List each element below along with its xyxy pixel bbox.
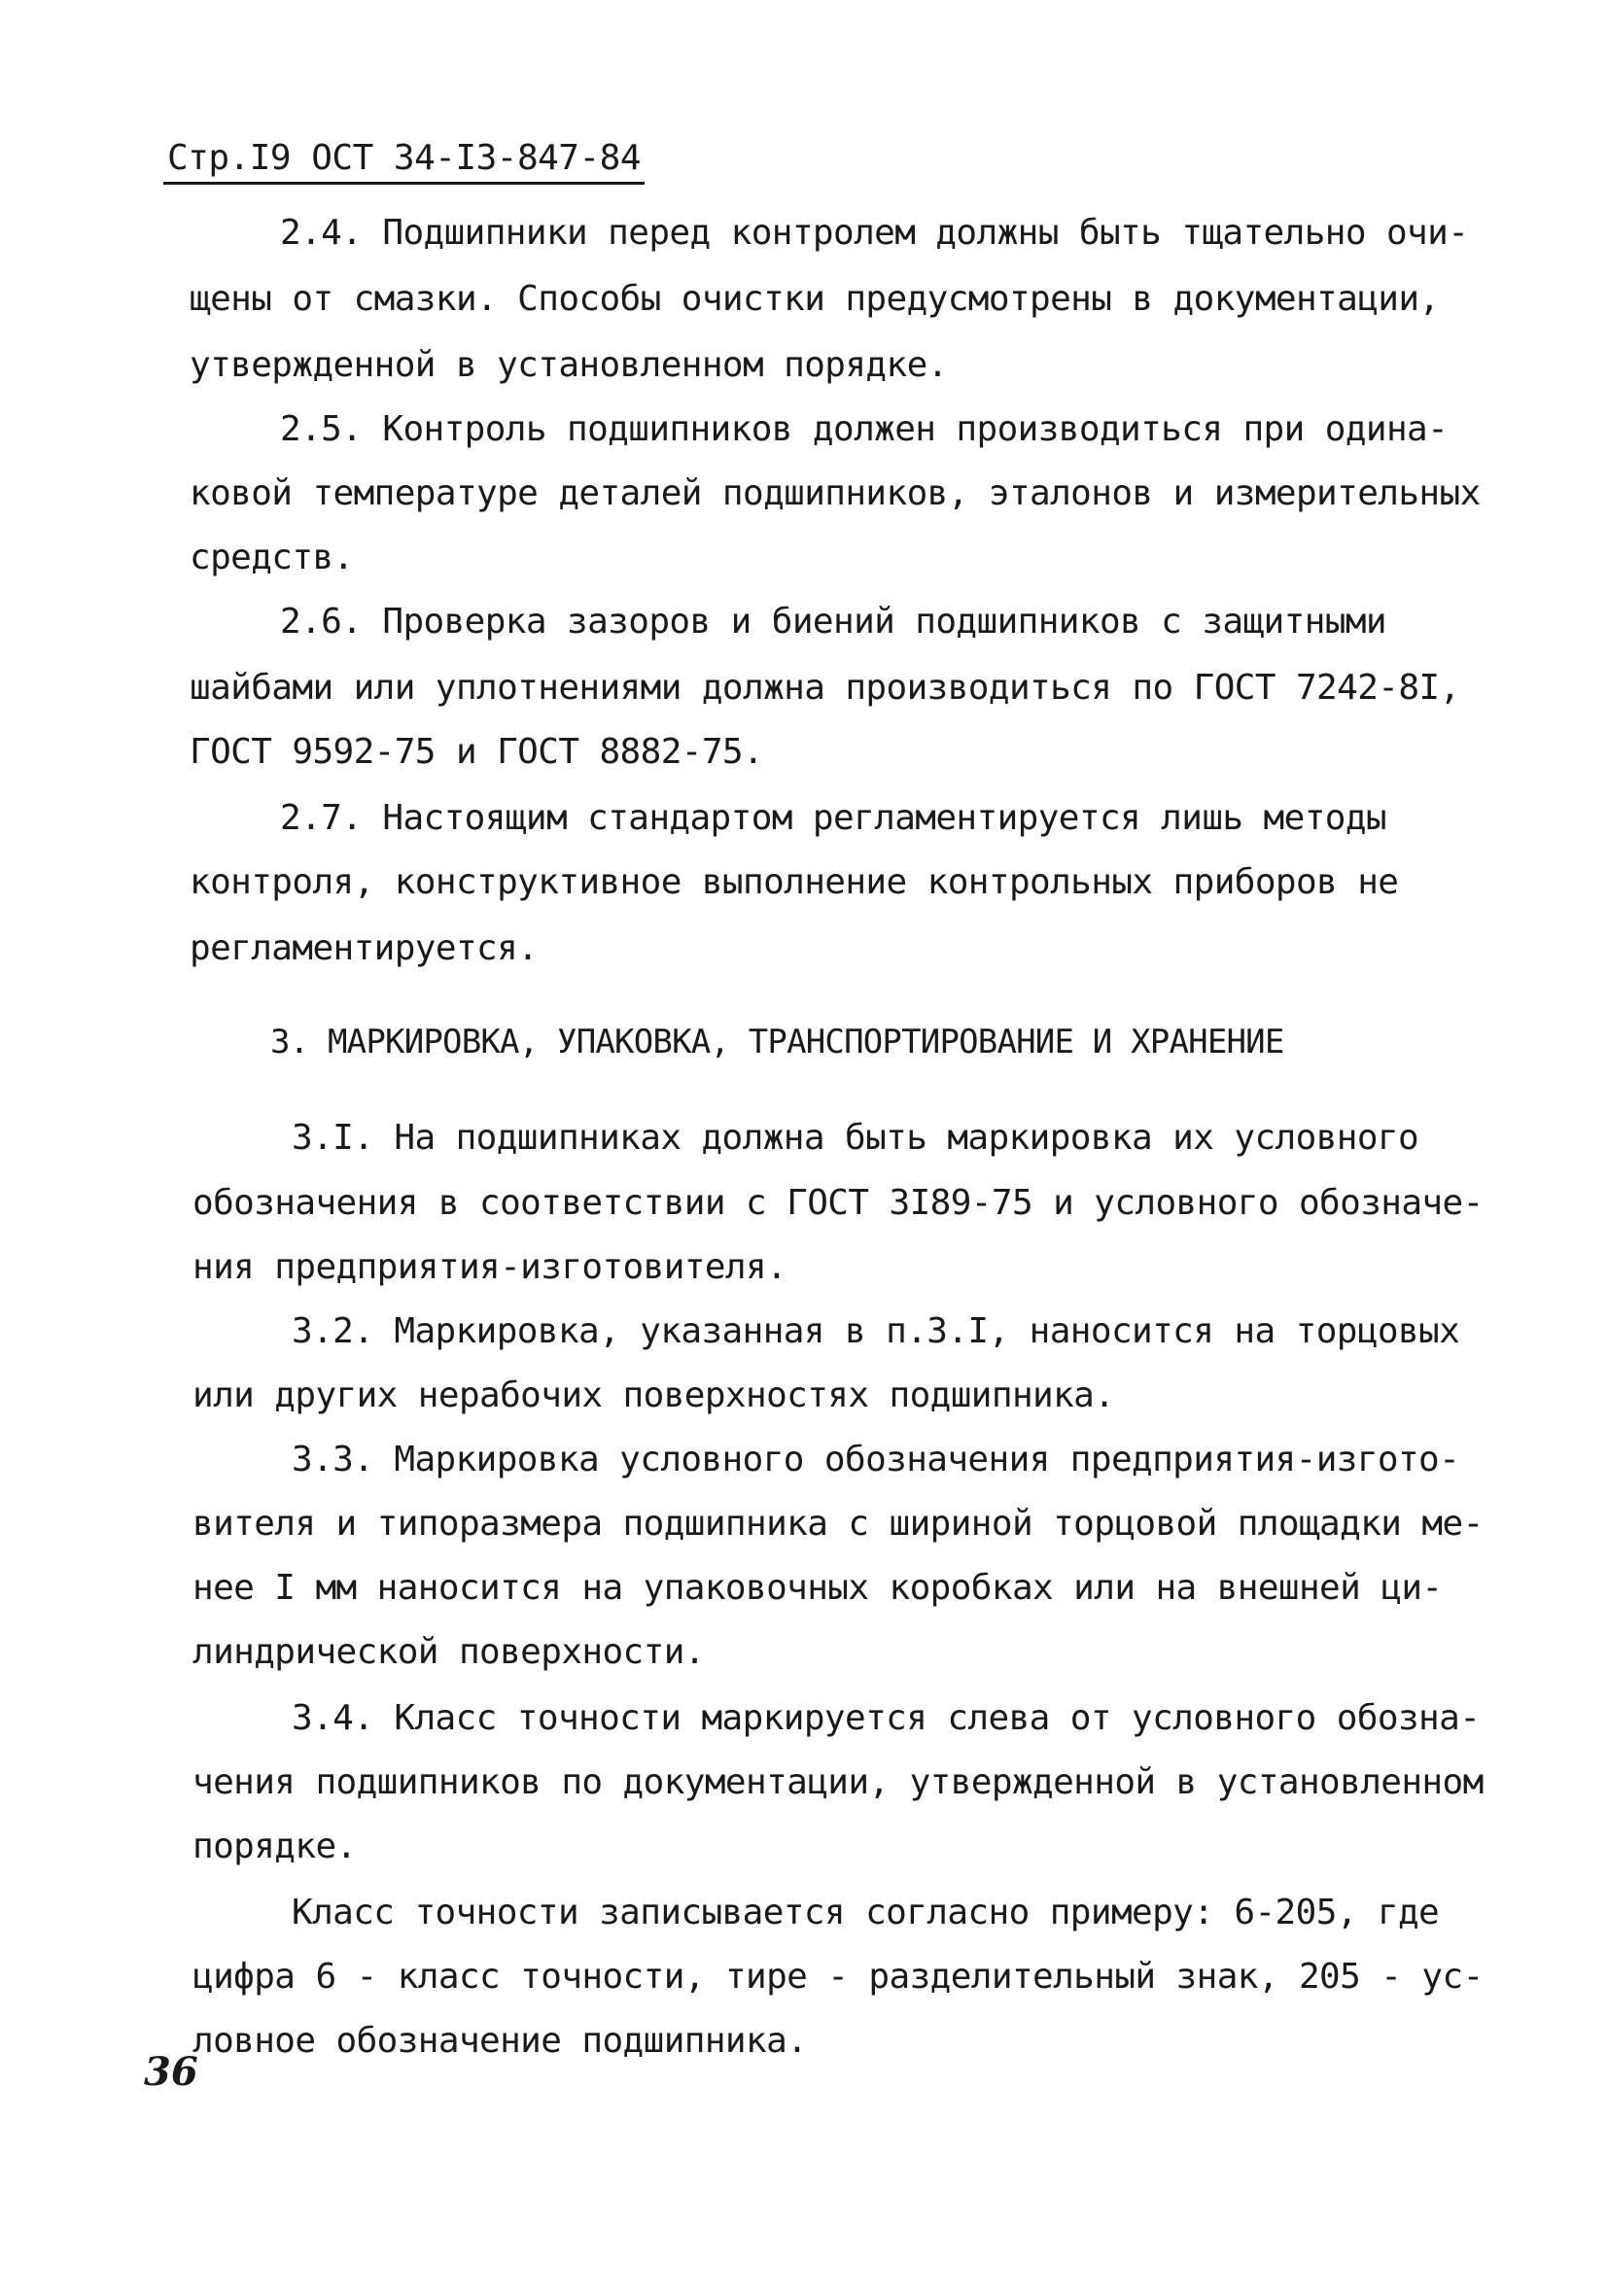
page-header: Стр.I9 ОСТ 34-I3-847-84 — [167, 138, 641, 178]
p3-1-line-2: обозначения в соответствии с ГОСТ 3I89-75 и условного обозначе- — [192, 1183, 1484, 1223]
p2-7-line-3: регламентируется. — [190, 928, 539, 968]
p2-5-line-3: средств. — [190, 538, 354, 577]
section-3-heading: 3. МАРКИРОВКА, УПАКОВКА, ТРАНСПОРТИРОВАНИЕ И ХРАНЕНИЕ — [270, 1023, 1284, 1061]
p2-5-line-2: ковой температуре деталей подшипников, эталонов и измерительных — [190, 473, 1481, 513]
p2-6-line-1: 2.6. Проверка зазоров и биений подшипников с защитными — [280, 602, 1386, 642]
p3-3-line-3: нее I мм наносится на упаковочных коробках или на внешней ци- — [192, 1568, 1443, 1608]
p2-6-line-2: шайбами или уплотнениями должна производиться по ГОСТ 7242-8I, — [190, 668, 1460, 708]
p3-1-line-3: ния предприятия-изготовителя. — [192, 1247, 787, 1287]
page-number: 36 — [144, 2049, 198, 2095]
p3-1-line-1: 3.I. На подшипниках должна быть маркировка их условного — [292, 1118, 1419, 1158]
p2-7-line-2: контроля, конструктивное выполнение контрольных приборов не — [190, 862, 1399, 902]
p3-4-example-line-3: ловное обозначение подшипника. — [192, 2021, 808, 2061]
header-underline — [163, 182, 645, 185]
p2-7-line-1: 2.7. Настоящим стандартом регламентируется лишь методы — [280, 798, 1386, 838]
p3-3-line-4: линдрической поверхности. — [192, 1632, 705, 1672]
p3-4-line-1: 3.4. Класс точности маркируется слева от условного обозна- — [292, 1698, 1481, 1738]
p2-5-line-1: 2.5. Контроль подшипников должен производиться при одина- — [280, 409, 1449, 449]
p2-4-line-3: утвержденной в установленном порядке. — [190, 345, 948, 385]
p2-4-line-2: щены от смазки. Способы очистки предусмотрены в документации, — [190, 279, 1440, 319]
p2-6-line-3: ГОСТ 9592-75 и ГОСТ 8882-75. — [190, 732, 764, 772]
p3-3-line-2: вителя и типоразмера подшипника с шириной торцовой площадки ме- — [192, 1504, 1484, 1544]
p3-2-line-2: или других нерабочих поверхностях подшипника. — [192, 1375, 1115, 1415]
p3-4-example-line-2: цифра 6 - класс точности, тире - разделительный знак, 205 - ус- — [192, 1957, 1484, 1997]
p3-4-line-3: порядке. — [192, 1826, 357, 1866]
p3-4-line-2: чения подшипников по документации, утвержденной в установленном — [192, 1762, 1484, 1802]
p3-2-line-1: 3.2. Маркировка, указанная в п.3.I, наносится на торцовых — [292, 1311, 1460, 1351]
p3-4-example-line-1: Класс точности записывается согласно примеру: 6-205, где — [292, 1893, 1440, 1932]
p2-4-line-1: 2.4. Подшипники перед контролем должны быть тщательно очи- — [280, 213, 1469, 253]
p3-3-line-1: 3.3. Маркировка условного обозначения предприятия-изгото- — [292, 1440, 1460, 1479]
